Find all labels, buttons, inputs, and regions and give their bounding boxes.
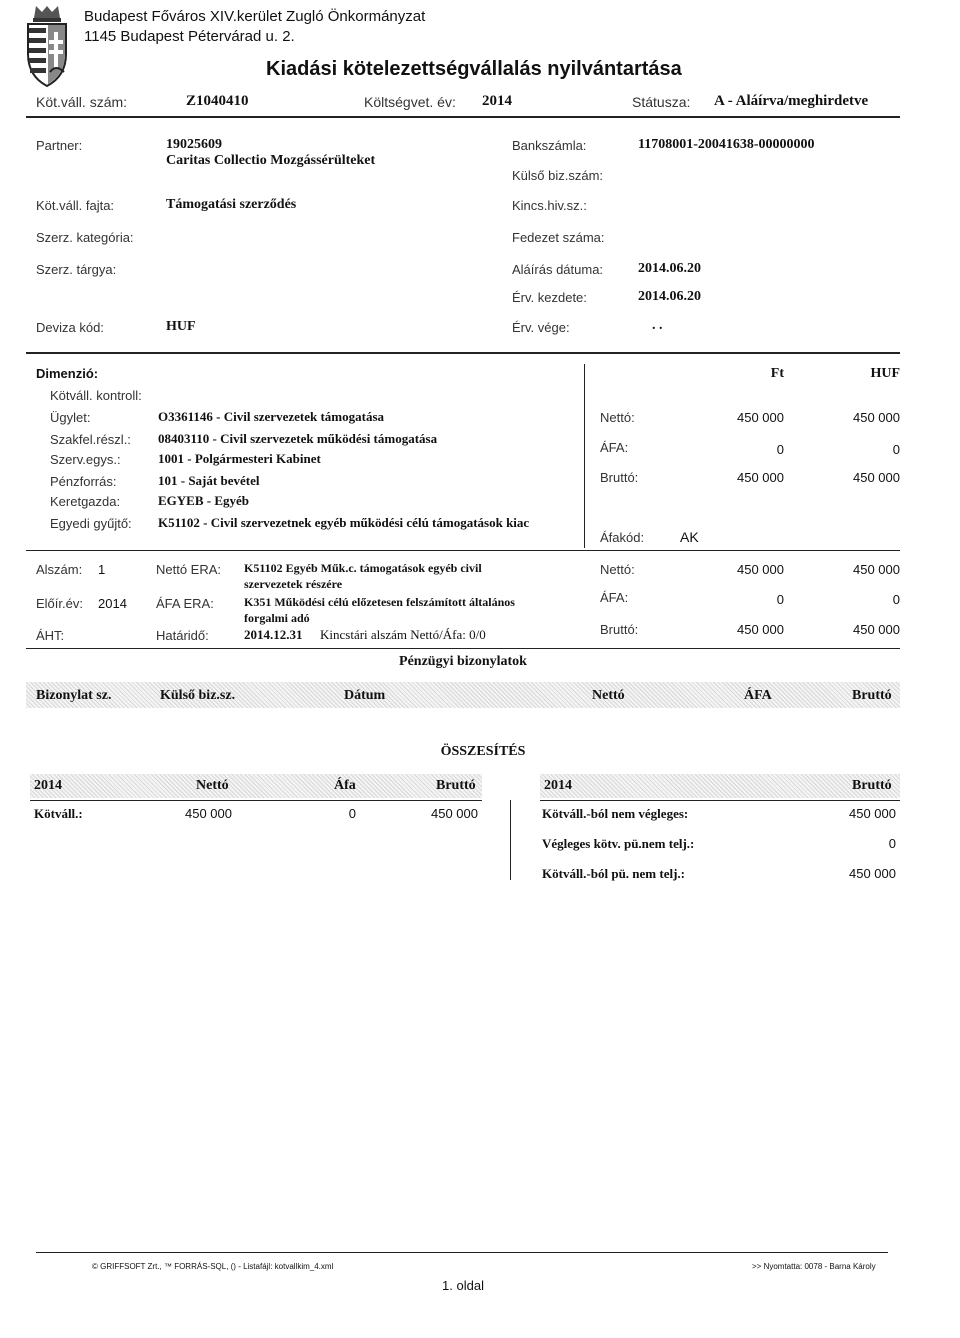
alszam-value: 1	[98, 562, 106, 577]
dim-afa-huf: 0	[892, 442, 900, 457]
afakod-label: Áfakód:	[600, 530, 645, 545]
page-number: 1. oldal	[442, 1278, 484, 1293]
dim-label-ugylet: Ügylet:	[50, 410, 91, 425]
dim-label-szerv: Szerv.egys.:	[50, 452, 121, 467]
coat-of-arms-logo	[22, 2, 72, 88]
koltsegvet-ev-label: Költségvet. év:	[364, 94, 456, 110]
col-datum: Dátum	[344, 688, 386, 703]
netto-era-value-cont: szervezetek részére	[244, 577, 343, 591]
kotvall-szam: Z1040410	[186, 93, 249, 109]
kincs-hiv-label: Kincs.hiv.sz.:	[512, 198, 587, 213]
osz-right-row2-label: Végleges kötv. pü.nem telj.:	[542, 836, 695, 851]
col-brutto: Bruttó	[852, 688, 892, 703]
footer-copyright: © GRIFFSOFT Zrt., ™ FORRÁS-SQL, () - Listafájl: kotvallkim_4.xml	[92, 1262, 334, 1271]
penzugyi-title: Pénzügyi bizonylatok	[399, 654, 527, 669]
fajta-value: Támogatási szerződés	[166, 197, 297, 212]
osz-right-row3-value: 450 000	[849, 866, 896, 881]
eloir-value: 2014	[98, 596, 127, 611]
osz-right-brutto-header: Bruttó	[852, 778, 892, 793]
dim-value-szerv: 1001 - Polgármesteri Kabinet	[158, 451, 321, 466]
dim-label-keretgazda: Keretgazda:	[50, 494, 121, 509]
erv-kezdete-label: Érv. kezdete:	[512, 290, 587, 305]
org-address: 1145 Budapest Pétervárad u. 2.	[84, 28, 295, 45]
afakod-value: AK	[680, 529, 699, 545]
statusz-label: Státusza:	[632, 94, 691, 110]
bankszamla-value: 11708001-20041638-00000000	[638, 137, 815, 152]
huf-header: HUF	[870, 366, 900, 381]
osszesites-right-header	[540, 774, 900, 798]
kontroll-label: Kötváll. kontroll:	[50, 388, 142, 403]
page-title: Kiadási kötelezettségvállalás nyilvántartása	[266, 58, 682, 80]
fedezet-label: Fedezet száma:	[512, 230, 605, 245]
footer-printed-by: >> Nyomtatta: 0078 - Barna Károly	[752, 1262, 876, 1271]
dimenzio-label: Dimenzió:	[36, 366, 99, 381]
osszesites-vertical-divider	[510, 800, 511, 880]
afa-era-value: K351 Működési célú előzetesen felszámított általános	[244, 595, 515, 609]
dim-label-egyedi: Egyedi gyűjtő:	[50, 516, 132, 531]
statusz-value: A - Aláírva/meghirdetve	[714, 93, 869, 109]
osz-right-header-line	[540, 800, 900, 801]
erv-kezdete-date: 2014.06.20	[638, 289, 701, 304]
osz-left-brutto-header: Bruttó	[436, 778, 476, 793]
osz-right-row1-value: 450 000	[849, 806, 896, 821]
osz-right-row1-label: Kötváll.-ból nem végleges:	[542, 806, 689, 821]
osz-kotvall-afa: 0	[348, 806, 356, 821]
alszam-afa-label: ÁFA:	[600, 590, 629, 605]
dim-netto-ft: 450 000	[737, 410, 784, 425]
fajta-label: Köt.váll. fajta:	[36, 198, 115, 213]
koltsegvet-ev: 2014	[482, 93, 512, 109]
kincstari-alszam: Kincstári alszám Nettó/Áfa: 0/0	[320, 627, 486, 642]
deviza-label: Deviza kód:	[36, 320, 104, 335]
dim-brutto-ft: 450 000	[737, 470, 784, 485]
alszam-divider	[26, 648, 900, 649]
dim-value-szakfel: 08403110 - Civil szervezetek működési támogatása	[158, 431, 438, 446]
osszesites-left-header	[30, 774, 482, 798]
dimension-vertical-divider	[584, 364, 585, 548]
erv-vege-date: . .	[652, 318, 663, 333]
osz-kotvall-netto: 450 000	[185, 806, 232, 821]
osz-right-year: 2014	[544, 778, 572, 793]
netto-era-value: K51102 Egyéb Műk.c. támogatások egyéb civil	[244, 561, 482, 575]
hatarido-label: Határidő:	[156, 628, 209, 643]
org-name: Budapest Főváros XIV.kerület Zugló Önkormányzat	[84, 8, 426, 25]
alszam-brutto-label: Bruttó:	[600, 622, 639, 637]
alszam-netto-huf: 450 000	[853, 562, 900, 577]
footer-divider	[36, 1252, 888, 1253]
dim-afa-label: ÁFA:	[600, 440, 629, 455]
dim-netto-huf: 450 000	[853, 410, 900, 425]
dimension-divider	[26, 550, 900, 551]
osz-kotvall-brutto: 450 000	[431, 806, 478, 821]
netto-era-label: Nettó ERA:	[156, 562, 222, 577]
alszam-label: Alszám:	[36, 562, 83, 577]
osz-kotvall-label: Kötváll.:	[34, 806, 83, 821]
dim-brutto-label: Bruttó:	[600, 470, 639, 485]
kotvall-szam-label: Köt.váll. szám:	[36, 94, 128, 110]
osz-left-netto-header: Nettó	[196, 778, 229, 793]
col-kulso-biz-sz: Külső biz.sz.	[160, 688, 236, 703]
osz-left-year: 2014	[34, 778, 62, 793]
alszam-afa-ft: 0	[776, 592, 784, 607]
erv-vege-label: Érv. vége:	[512, 320, 570, 335]
dim-label-penzforras: Pénzforrás:	[50, 474, 117, 489]
dim-label-szakfel: Szakfel.részl.:	[50, 432, 131, 447]
alszam-afa-huf: 0	[892, 592, 900, 607]
alairas-date: 2014.06.20	[638, 261, 701, 276]
alszam-brutto-ft: 450 000	[737, 622, 784, 637]
partner-id: 19025609	[166, 137, 222, 152]
dim-value-ugylet: O3361146 - Civil szervezetek támogatása	[158, 409, 385, 424]
eloir-label: Előír.év:	[36, 596, 83, 611]
col-netto: Nettó	[592, 688, 625, 703]
alairas-label: Aláírás dátuma:	[512, 262, 604, 277]
afa-era-label: ÁFA ERA:	[156, 596, 214, 611]
ft-header: Ft	[770, 366, 784, 381]
osz-right-row2-value: 0	[888, 836, 896, 851]
partner-name: Caritas Collectio Mozgássérülteket	[166, 153, 376, 168]
header-divider	[26, 116, 900, 118]
dim-netto-label: Nettó:	[600, 410, 635, 425]
dim-brutto-huf: 450 000	[853, 470, 900, 485]
osz-left-header-line	[30, 800, 482, 801]
dim-value-egyedi: K51102 - Civil szervezetnek egyéb működési célú támogatások kiac	[158, 515, 530, 530]
col-afa: ÁFA	[744, 688, 772, 703]
details-divider	[26, 352, 900, 354]
col-bizonylat-sz: Bizonylat sz.	[36, 688, 112, 703]
kategoria-label: Szerz. kategória:	[36, 230, 134, 245]
dim-afa-ft: 0	[776, 442, 784, 457]
afa-era-value-cont: forgalmi adó	[244, 611, 310, 625]
targya-label: Szerz. tárgya:	[36, 262, 117, 277]
kulso-bizszam-label: Külső biz.szám:	[512, 168, 604, 183]
partner-label: Partner:	[36, 138, 83, 153]
osz-left-afa-header: Áfa	[334, 778, 356, 793]
deviza-value: HUF	[166, 319, 196, 334]
alszam-brutto-huf: 450 000	[853, 622, 900, 637]
hatarido-value: 2014.12.31	[244, 627, 303, 642]
alszam-netto-label: Nettó:	[600, 562, 635, 577]
alszam-netto-ft: 450 000	[737, 562, 784, 577]
bankszamla-label: Bankszámla:	[512, 138, 587, 153]
dim-value-penzforras: 101 - Saját bevétel	[158, 473, 260, 488]
osszesites-title: ÖSSZESÍTÉS	[440, 744, 526, 759]
osz-right-row3-label: Kötváll.-ból pü. nem telj.:	[542, 866, 685, 881]
aht-label: ÁHT:	[36, 628, 65, 643]
dim-value-keretgazda: EGYEB - Egyéb	[158, 493, 250, 508]
